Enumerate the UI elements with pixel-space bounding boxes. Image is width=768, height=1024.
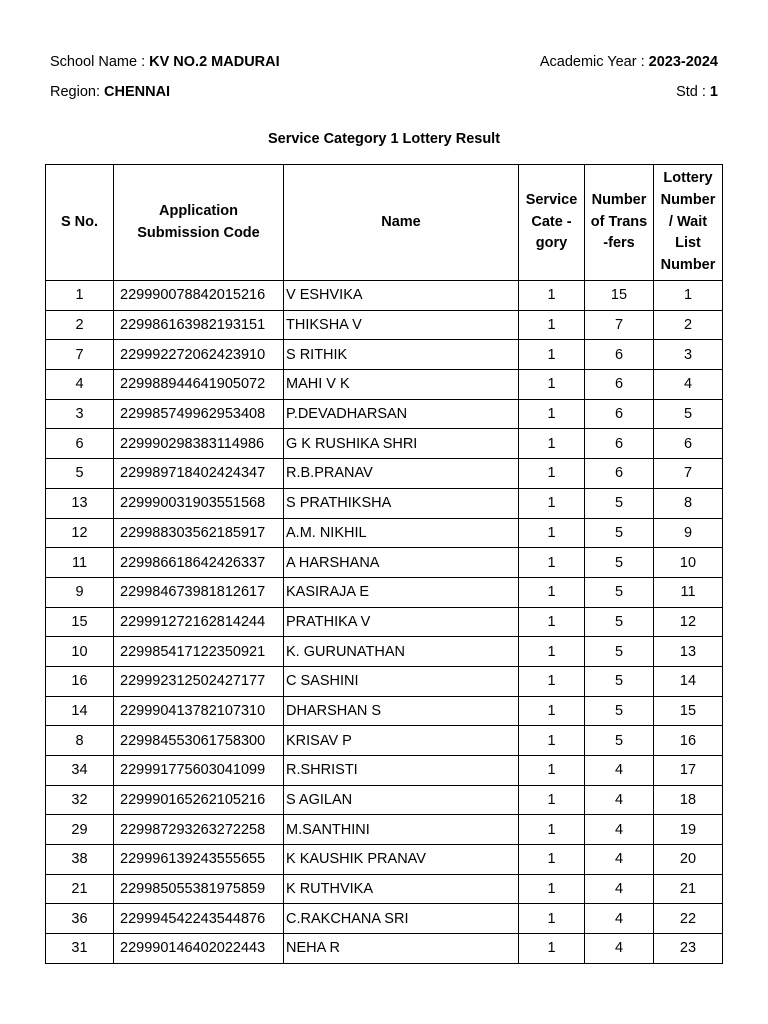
table-row <box>46 518 723 548</box>
cell-name: M.SANTHINI <box>284 815 519 845</box>
school-name-label: School Name : <box>50 54 150 70</box>
cell-service-category: 1 <box>519 756 585 786</box>
cell-service-category: 1 <box>519 815 585 845</box>
cell-name: R.B.PRANAV <box>284 459 519 489</box>
cell-code: 229986618642426337 <box>114 548 284 578</box>
cell-code: 229996139243555655 <box>114 845 284 875</box>
cell-service-category: 1 <box>519 785 585 815</box>
cell-name: A.M. NIKHIL <box>284 518 519 548</box>
table-row <box>46 281 723 311</box>
cell-name: KASIRAJA E <box>284 577 519 607</box>
cell-sno: 3 <box>46 399 114 429</box>
std <box>676 84 718 100</box>
cell-name: NEHA R <box>284 934 519 964</box>
cell-lottery-number: 15 <box>654 696 723 726</box>
table-row <box>46 340 723 370</box>
cell-sno: 9 <box>46 577 114 607</box>
cell-sno: 12 <box>46 518 114 548</box>
cell-sno: 31 <box>46 934 114 964</box>
cell-service-category: 1 <box>519 429 585 459</box>
cell-transfers: 5 <box>585 607 654 637</box>
cell-sno: 14 <box>46 696 114 726</box>
academic-year-value: 2023-2024 <box>648 54 718 70</box>
cell-service-category: 1 <box>519 726 585 756</box>
cell-name: V ESHVIKA <box>284 281 519 311</box>
school-name-value: KV NO.2 MADURAI <box>149 54 280 70</box>
table-row <box>46 488 723 518</box>
table-row <box>46 429 723 459</box>
cell-service-category: 1 <box>519 399 585 429</box>
cell-service-category: 1 <box>519 310 585 340</box>
table-row <box>46 548 723 578</box>
cell-code: 229991272162814244 <box>114 607 284 637</box>
cell-lottery-number: 1 <box>654 281 723 311</box>
std-value: 1 <box>709 84 718 100</box>
table-row <box>46 370 723 400</box>
cell-service-category: 1 <box>519 370 585 400</box>
col-header-transfers: Number of Trans -fers <box>585 165 654 281</box>
cell-sno: 34 <box>46 756 114 786</box>
cell-service-category: 1 <box>519 518 585 548</box>
academic-year <box>540 54 718 70</box>
cell-name: K RUTHVIKA <box>284 874 519 904</box>
cell-name: K KAUSHIK PRANAV <box>284 845 519 875</box>
table-row <box>46 815 723 845</box>
cell-name: PRATHIKA V <box>284 607 519 637</box>
col-header-service-category: Service Cate - gory <box>519 165 585 281</box>
cell-name: KRISAV P <box>284 726 519 756</box>
cell-lottery-number: 2 <box>654 310 723 340</box>
cell-lottery-number: 4 <box>654 370 723 400</box>
cell-code: 229989718402424347 <box>114 459 284 489</box>
cell-service-category: 1 <box>519 696 585 726</box>
table-row <box>46 399 723 429</box>
cell-code: 229985055381975859 <box>114 874 284 904</box>
cell-code: 229990031903551568 <box>114 488 284 518</box>
cell-service-category: 1 <box>519 459 585 489</box>
cell-lottery-number: 5 <box>654 399 723 429</box>
region-value: CHENNAI <box>104 84 171 100</box>
cell-name: C SASHINI <box>284 666 519 696</box>
table-row <box>46 577 723 607</box>
lottery-result-table <box>45 164 723 964</box>
cell-transfers: 4 <box>585 815 654 845</box>
cell-name: K. GURUNATHAN <box>284 637 519 667</box>
cell-code: 229990146402022443 <box>114 934 284 964</box>
page-title: Service Category 1 Lottery Result <box>267 131 501 147</box>
table-row <box>46 756 723 786</box>
cell-name: S AGILAN <box>284 785 519 815</box>
school-name <box>50 54 280 70</box>
cell-name: MAHI V K <box>284 370 519 400</box>
cell-transfers: 5 <box>585 548 654 578</box>
cell-service-category: 1 <box>519 548 585 578</box>
cell-lottery-number: 22 <box>654 904 723 934</box>
cell-sno: 13 <box>46 488 114 518</box>
table-header-row <box>46 165 723 281</box>
cell-name: S RITHIK <box>284 340 519 370</box>
cell-sno: 15 <box>46 607 114 637</box>
cell-service-category: 1 <box>519 666 585 696</box>
cell-sno: 36 <box>46 904 114 934</box>
cell-transfers: 5 <box>585 518 654 548</box>
cell-transfers: 6 <box>585 399 654 429</box>
cell-sno: 32 <box>46 785 114 815</box>
cell-transfers: 6 <box>585 340 654 370</box>
cell-lottery-number: 13 <box>654 637 723 667</box>
cell-service-category: 1 <box>519 607 585 637</box>
academic-year-label: Academic Year : <box>539 54 649 70</box>
cell-name: THIKSHA V <box>284 310 519 340</box>
cell-name: DHARSHAN S <box>284 696 519 726</box>
cell-transfers: 4 <box>585 874 654 904</box>
cell-sno: 29 <box>46 815 114 845</box>
table-row <box>46 637 723 667</box>
cell-transfers: 6 <box>585 429 654 459</box>
cell-lottery-number: 17 <box>654 756 723 786</box>
cell-code: 229994542243544876 <box>114 904 284 934</box>
table-row <box>46 845 723 875</box>
cell-name: C.RAKCHANA SRI <box>284 904 519 934</box>
cell-code: 229990078842015216 <box>114 281 284 311</box>
cell-transfers: 5 <box>585 488 654 518</box>
cell-transfers: 4 <box>585 785 654 815</box>
cell-sno: 16 <box>46 666 114 696</box>
region <box>50 84 170 100</box>
table-row <box>46 696 723 726</box>
cell-service-category: 1 <box>519 904 585 934</box>
cell-lottery-number: 21 <box>654 874 723 904</box>
cell-transfers: 6 <box>585 459 654 489</box>
cell-service-category: 1 <box>519 637 585 667</box>
cell-lottery-number: 11 <box>654 577 723 607</box>
cell-lottery-number: 6 <box>654 429 723 459</box>
cell-sno: 4 <box>46 370 114 400</box>
cell-name: R.SHRISTI <box>284 756 519 786</box>
cell-service-category: 1 <box>519 577 585 607</box>
cell-code: 229988303562185917 <box>114 518 284 548</box>
cell-code: 229990413782107310 <box>114 696 284 726</box>
col-header-sno: S No. <box>46 165 114 281</box>
table-row <box>46 607 723 637</box>
table-row <box>46 785 723 815</box>
table-row <box>46 459 723 489</box>
cell-transfers: 5 <box>585 696 654 726</box>
cell-lottery-number: 20 <box>654 845 723 875</box>
cell-lottery-number: 3 <box>654 340 723 370</box>
cell-transfers: 4 <box>585 904 654 934</box>
cell-sno: 5 <box>46 459 114 489</box>
cell-sno: 2 <box>46 310 114 340</box>
cell-lottery-number: 18 <box>654 785 723 815</box>
col-header-code: Application Submission Code <box>114 165 284 281</box>
table-row <box>46 874 723 904</box>
cell-code: 229988944641905072 <box>114 370 284 400</box>
cell-lottery-number: 14 <box>654 666 723 696</box>
col-header-name: Name <box>284 165 519 281</box>
cell-name: P.DEVADHARSAN <box>284 399 519 429</box>
cell-sno: 21 <box>46 874 114 904</box>
cell-transfers: 4 <box>585 756 654 786</box>
cell-service-category: 1 <box>519 488 585 518</box>
cell-code: 229992312502427177 <box>114 666 284 696</box>
cell-code: 229985749962953408 <box>114 399 284 429</box>
table-row <box>46 904 723 934</box>
cell-code: 229985417122350921 <box>114 637 284 667</box>
cell-code: 229984673981812617 <box>114 577 284 607</box>
cell-lottery-number: 23 <box>654 934 723 964</box>
cell-service-category: 1 <box>519 281 585 311</box>
cell-sno: 8 <box>46 726 114 756</box>
cell-code: 229990298383114986 <box>114 429 284 459</box>
cell-transfers: 4 <box>585 934 654 964</box>
cell-transfers: 5 <box>585 666 654 696</box>
col-header-lottery-number: Lottery Number / Wait List Number <box>654 165 723 281</box>
cell-name: A HARSHANA <box>284 548 519 578</box>
cell-service-category: 1 <box>519 934 585 964</box>
table-row <box>46 726 723 756</box>
cell-code: 229984553061758300 <box>114 726 284 756</box>
cell-sno: 11 <box>46 548 114 578</box>
cell-sno: 38 <box>46 845 114 875</box>
cell-transfers: 5 <box>585 637 654 667</box>
region-label: Region: <box>50 84 105 100</box>
cell-sno: 1 <box>46 281 114 311</box>
cell-lottery-number: 16 <box>654 726 723 756</box>
cell-service-category: 1 <box>519 845 585 875</box>
cell-lottery-number: 19 <box>654 815 723 845</box>
table-row <box>46 666 723 696</box>
table-row <box>46 310 723 340</box>
cell-service-category: 1 <box>519 340 585 370</box>
table-row <box>46 934 723 964</box>
cell-transfers: 7 <box>585 310 654 340</box>
cell-sno: 6 <box>46 429 114 459</box>
cell-lottery-number: 9 <box>654 518 723 548</box>
cell-name: S PRATHIKSHA <box>284 488 519 518</box>
cell-code: 229986163982193151 <box>114 310 284 340</box>
cell-code: 229987293263272258 <box>114 815 284 845</box>
cell-lottery-number: 12 <box>654 607 723 637</box>
std-label: Std : <box>676 84 710 100</box>
cell-sno: 10 <box>46 637 114 667</box>
cell-code: 229990165262105216 <box>114 785 284 815</box>
cell-transfers: 4 <box>585 845 654 875</box>
cell-sno: 7 <box>46 340 114 370</box>
cell-service-category: 1 <box>519 874 585 904</box>
cell-transfers: 5 <box>585 577 654 607</box>
cell-code: 229991775603041099 <box>114 756 284 786</box>
cell-name: G K RUSHIKA SHRI <box>284 429 519 459</box>
cell-transfers: 15 <box>585 281 654 311</box>
cell-lottery-number: 10 <box>654 548 723 578</box>
cell-lottery-number: 7 <box>654 459 723 489</box>
cell-transfers: 6 <box>585 370 654 400</box>
cell-code: 229992272062423910 <box>114 340 284 370</box>
cell-lottery-number: 8 <box>654 488 723 518</box>
cell-transfers: 5 <box>585 726 654 756</box>
